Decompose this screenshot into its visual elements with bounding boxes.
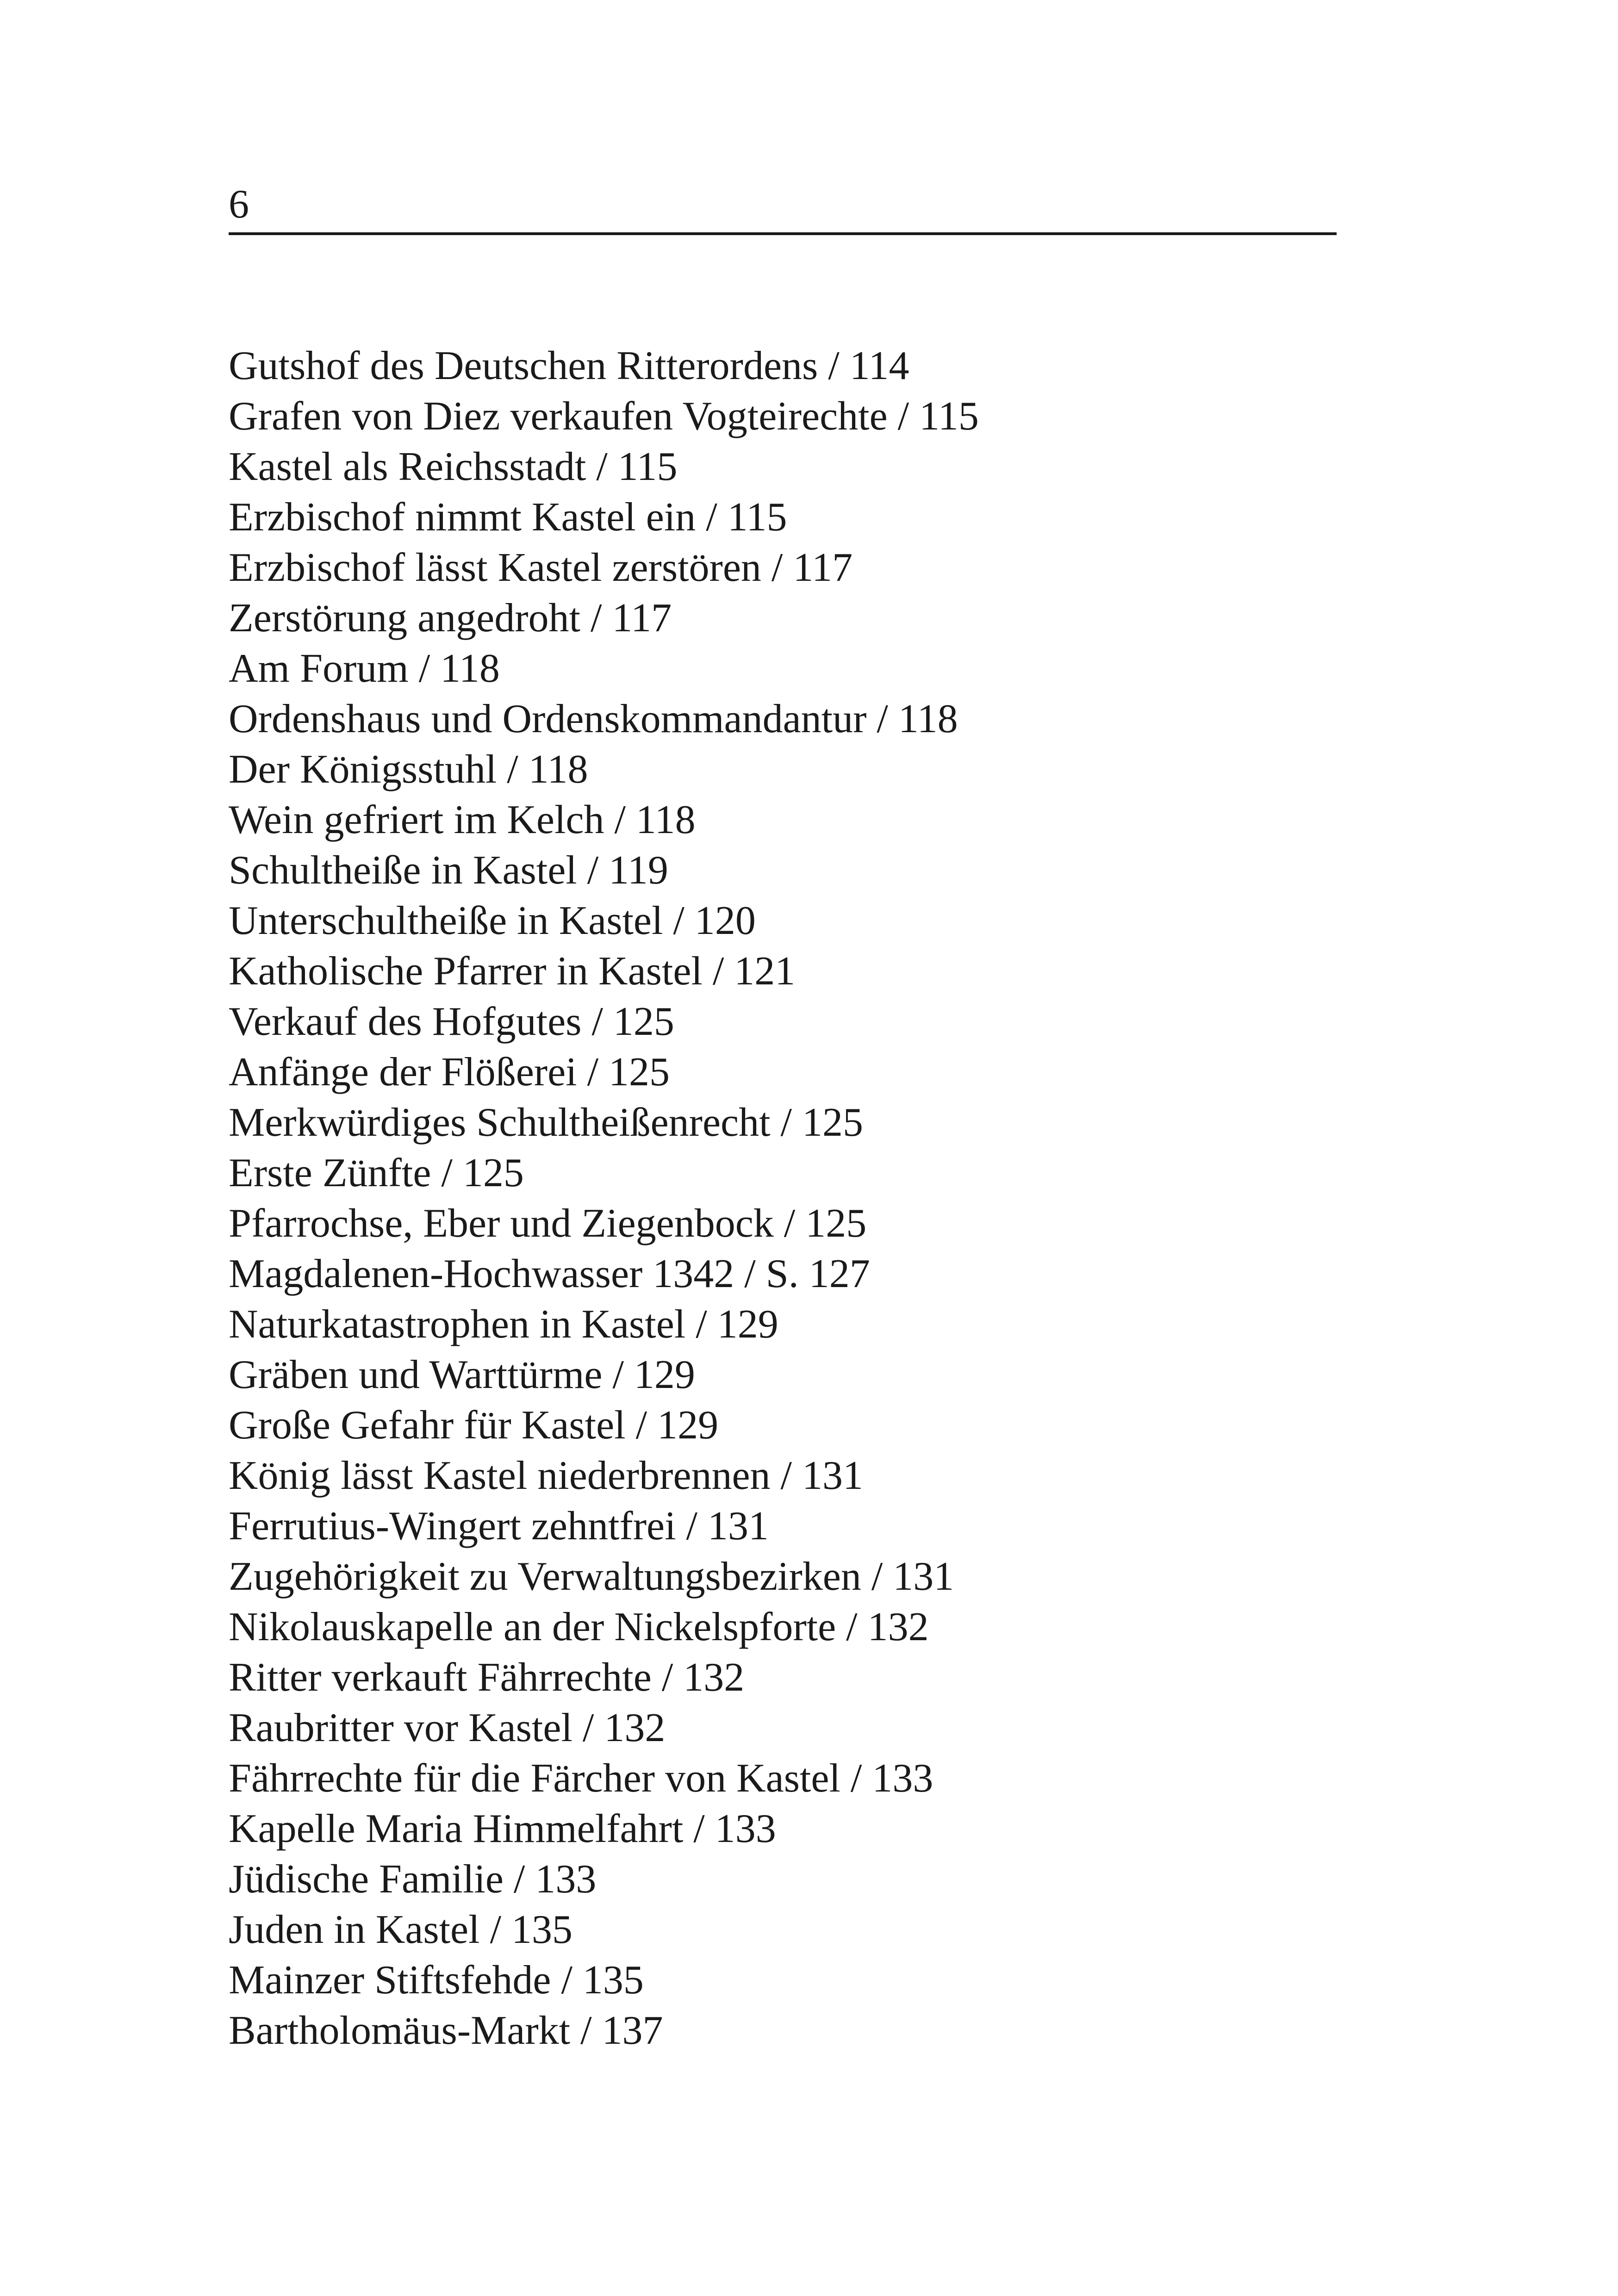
toc-entry: Gutshof des Deutschen Ritterordens / 114 [229,343,909,388]
toc-entry: Nikolauskapelle an der Nickelspforte / 132 [229,1605,929,1649]
toc-entry: Juden in Kastel / 135 [229,1907,573,1952]
toc-entry: Mainzer Stiftsfehde / 135 [229,1958,644,2003]
toc-entry: Unterschultheiße in Kastel / 120 [229,898,756,943]
page-number: 6 [229,182,249,227]
toc-entry: Pfarrochse, Eber und Ziegenbock / 125 [229,1201,867,1246]
toc-entry: Anfänge der Flößerei / 125 [229,1050,670,1095]
toc-entry: Der Königsstuhl / 118 [229,747,588,792]
toc-entry: Grafen von Diez verkaufen Vogteirechte / 115 [229,394,979,439]
toc-entry: Zerstörung angedroht / 117 [229,596,672,641]
toc-entry: Kapelle Maria Himmelfahrt / 133 [229,1806,776,1851]
toc-entry: König lässt Kastel niederbrennen / 131 [229,1453,864,1498]
toc-entry: Katholische Pfarrer in Kastel / 121 [229,949,796,994]
toc-entry: Große Gefahr für Kastel / 129 [229,1403,719,1448]
toc-entry: Am Forum / 118 [229,646,500,691]
toc-entry: Ritter verkauft Fährrechte / 132 [229,1655,745,1700]
table-of-contents [229,341,979,2056]
toc-entry: Jüdische Familie / 133 [229,1857,597,1902]
toc-entry: Erzbischof nimmt Kastel ein / 115 [229,495,787,540]
header-rule [229,232,1337,235]
toc-entry: Erste Zünfte / 125 [229,1151,524,1195]
toc-entry: Fährrechte für die Färcher von Kastel / 133 [229,1756,933,1801]
toc-entry: Ferrutius-Wingert zehntfrei / 131 [229,1504,769,1549]
toc-entry: Kastel als Reichsstadt / 115 [229,444,678,489]
toc-entry: Naturkatastrophen in Kastel / 129 [229,1302,778,1347]
toc-entry: Wein gefriert im Kelch / 118 [229,797,696,842]
toc-entry: Ordenshaus und Ordenskommandantur / 118 [229,697,958,741]
toc-entry: Erzbischof lässt Kastel zerstören / 117 [229,545,853,590]
toc-entry: Raubritter vor Kastel / 132 [229,1705,666,1750]
toc-entry: Gräben und Warttürme / 129 [229,1352,695,1397]
toc-entry: Schultheiße in Kastel / 119 [229,848,668,893]
toc-entry: Verkauf des Hofgutes / 125 [229,999,674,1044]
toc-entry: Merkwürdiges Schultheißenrecht / 125 [229,1100,864,1145]
toc-entry: Zugehörigkeit zu Verwaltungsbezirken / 131 [229,1554,954,1599]
toc-entry: Magdalenen-Hochwasser 1342 / S. 127 [229,1251,870,1296]
toc-entry: Bartholomäus-Markt / 137 [229,2008,663,2053]
